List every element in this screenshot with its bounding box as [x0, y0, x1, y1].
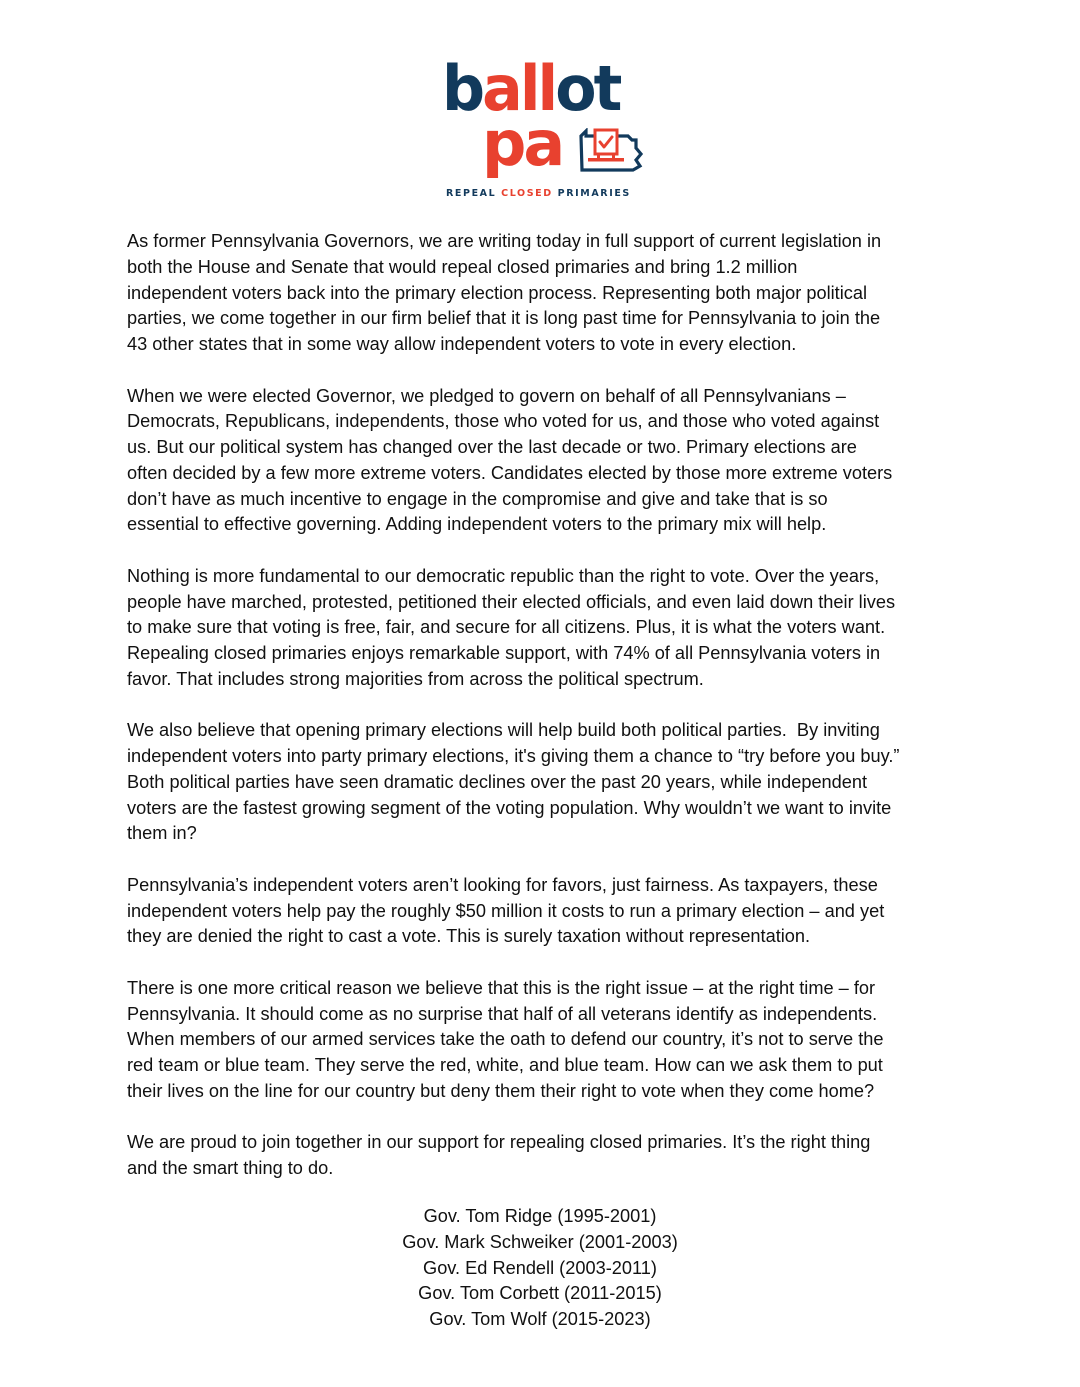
paragraph-line: often decided by a few more extreme voters. Candidates elected by those more extreme voters [127, 462, 893, 483]
ballot-pa-logo [440, 52, 645, 205]
paragraph-line: essential to effective governing. Adding independent voters to the primary mix will help. [127, 514, 827, 535]
paragraph-line: red team or blue team. They serve the red, white, and blue team. How can we ask them to put [127, 1055, 883, 1075]
paragraph-line: As former Pennsylvania Governors, we are writing today in full support of current legislation in [127, 231, 882, 251]
paragraph-line: independent voters back into the primary election process. Representing both major political [127, 282, 868, 303]
letter-paragraph [127, 229, 957, 358]
paragraph-line: to make sure that voting is free, fair, and secure for all citizens. Plus, it is what the voters want. [127, 617, 886, 638]
logo-letter-b: b [442, 52, 483, 125]
paragraph-line: 43 other states that in some way allow independent voters to vote in every election. [127, 334, 797, 354]
signature-ridge: Gov. Tom Ridge (1995-2001) [423, 1206, 657, 1226]
letter-paragraph [127, 873, 957, 950]
signature-wolf: Gov. Tom Wolf (2015-2023) [429, 1309, 651, 1329]
letter-body [127, 229, 957, 1208]
paragraph-line: We also believe that opening primary elections will help build both political parties. By inviting [127, 720, 880, 741]
paragraph-line: Pennsylvania. It should come as no surprise that half of all veterans identify as independents. [127, 1003, 878, 1024]
paragraph-line: their lives on the line for our country but deny them their right to vote when they come home? [127, 1080, 875, 1101]
paragraph-line: Democrats, Republicans, independents, those who voted for us, and those who voted against [127, 411, 880, 432]
paragraph-line: Repealing closed primaries enjoys remarkable support, with 74% of all Pennsylvania voters in [127, 643, 881, 663]
paragraph-line: both the House and Senate that would repeal closed primaries and bring 1.2 million [127, 256, 798, 277]
paragraph-line: independent voters into party primary elections, it's giving them a chance to “try before you buy.” [127, 746, 900, 766]
paragraph-line: they are denied the right to cast a vote. This is surely taxation without representation. [127, 926, 811, 947]
logo-letters-all: all [482, 52, 556, 125]
paragraph-line: independent voters help pay the roughly $50 million it costs to run a primary election – and yet [127, 900, 885, 921]
paragraph-line: them in? [127, 823, 197, 844]
paragraph-line: voters are the fastest growing segment of the voting population. Why wouldn’t we want to invite [127, 797, 892, 818]
tagline-repeal: REPEAL [446, 188, 502, 199]
letter-paragraph [127, 564, 957, 693]
letter-paragraph [127, 976, 957, 1105]
signature-rendell: Gov. Ed Rendell (2003-2011) [423, 1257, 657, 1278]
signature-corbett: Gov. Tom Corbett (2011-2015) [418, 1283, 662, 1304]
letter-paragraph [127, 718, 957, 847]
paragraph-line: us. But our political system has changed over the last decade or two. Primary elections are [127, 437, 857, 457]
paragraph-line: Pennsylvania’s independent voters aren’t looking for favors, just fairness. As taxpayers, these [127, 874, 878, 895]
tagline-closed: CLOSED [501, 188, 553, 199]
paragraph-line: don’t have as much incentive to engage in the compromise and give and take that is so [127, 488, 828, 509]
paragraph-line: people have marched, protested, petitioned their elected officials, and even laid down their lives [127, 591, 896, 612]
paragraph-line: When members of our armed services take the oath to defend our country, it’s not to serve the [127, 1029, 884, 1050]
letter-paragraph [127, 1130, 957, 1182]
paragraph-line: and the smart thing to do. [127, 1158, 334, 1178]
paragraph-line: parties, we come together in our firm belief that it is long past time for Pennsylvania to join the [127, 308, 881, 329]
paragraph-line: Both political parties have seen dramatic declines over the past 20 years, while independent [127, 771, 868, 792]
paragraph-line: There is one more critical reason we believe that this is the right issue – at the right time – for [127, 977, 876, 998]
signature-schweiker: Gov. Mark Schweiker (2001-2003) [402, 1231, 678, 1252]
logo-tagline [446, 188, 646, 199]
pennsylvania-ballot-box-icon [578, 128, 644, 176]
paragraph-line: favor. That includes strong majorities from across the political spectrum. [127, 668, 704, 689]
tagline-primaries: PRIMARIES [552, 188, 631, 199]
signature-block [0, 1204, 1080, 1333]
letter-paragraph [127, 384, 957, 539]
paragraph-line: When we were elected Governor, we pledged to govern on behalf of all Pennsylvanians – [127, 385, 846, 406]
logo-letters-ot: ot [555, 52, 620, 125]
paragraph-line: Nothing is more fundamental to our democratic republic than the right to vote. Over the years, [127, 565, 880, 586]
paragraph-line: We are proud to join together in our support for repealing closed primaries. It’s the right thing [127, 1132, 871, 1153]
logo-word-pa: pa [482, 107, 563, 180]
